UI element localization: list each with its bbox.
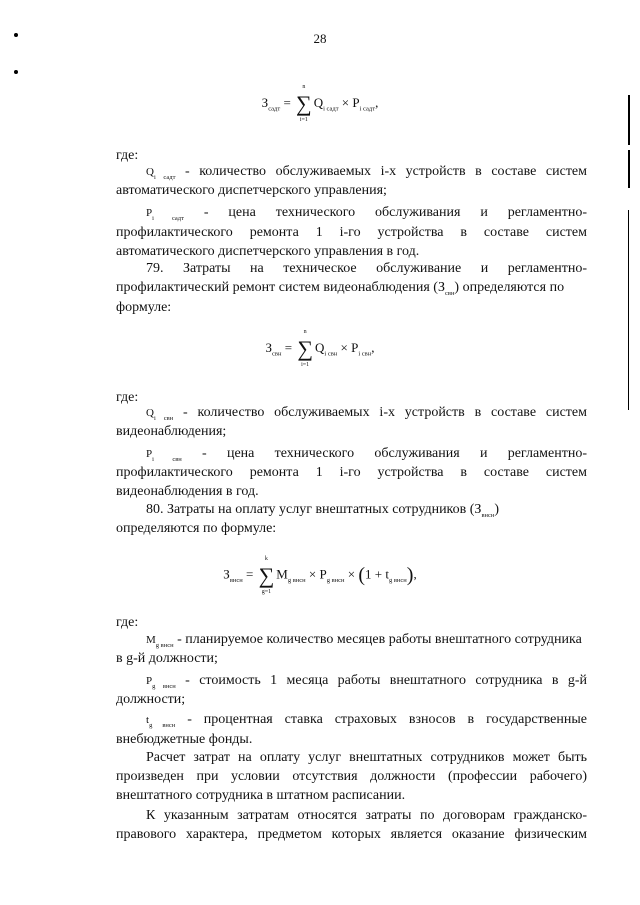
margin-line [628,210,629,410]
definition-t-vnsn-cont: внебюджетные фонды. [116,732,253,747]
paragraph-calculation: Расчет затрат на оплату услуг внештатных сотрудников может быть [146,750,587,765]
sum-symbol: ∑ n i=1 [297,329,313,368]
formula-svn: $З_{свн}$ = ∑ n i=1 $Q_{i свн} \times P_{i свн}$, [265,329,375,368]
definition-p-svn: $P_{i свн}$ - цена технического обслуживания и регламентно- [146,446,587,463]
paragraph-79-cont: профилактический ремонт систем видеонаблюдения $(З_{свн})$ определяются по [116,280,565,297]
formula-sadt: $З_{садт}$ = ∑ n i=1 $Q_{i садт} \times P_{i садт}$, [261,84,379,123]
paragraph-gph-cont: правового характера, предметом которых является оказание физическим [116,827,587,842]
definition-m-vnsn-cont: в g-й должности; [116,651,218,666]
page-number: 28 [313,31,327,46]
where-label: где: [116,390,139,405]
definition-q-sadt: $Q_{i садт}$ - количество обслуживаемых i-х устройств в составе систем [146,164,588,181]
definition-t-vnsn: $t_{g внсн}$ - процентная ставка страховых взносов в государственные [146,712,587,729]
sum-symbol: ∑ k g=1 [258,555,275,595]
definition-p-vnsn-cont: должности; [116,692,186,707]
definition-q-svn-cont: видеонаблюдения; [116,424,227,439]
definition-q-svn: $Q_{i свн}$ - количество обслуживаемых i-х устройств в составе систем [146,405,587,422]
paragraph-calculation-cont: произведен при условии отсутствия должности (профессии рабочего) [116,769,587,784]
definition-p-sadt-cont: автоматического диспетчерского управления в год. [116,244,420,259]
definition-p-svn-cont: профилактического ремонта 1 i-го устройства в составе систем [116,465,587,480]
margin-dot [14,33,18,37]
paragraph-gph: К указанным затратам относятся затраты по договорам гражданско- [146,808,587,823]
paragraph-calculation-cont: внештатного сотрудника в штатном расписании. [116,788,406,803]
definition-m-vnsn: $M_{g внсн}$ - планируемое количество месяцев работы внештатного сотрудника [146,632,582,649]
paragraph-80: 80. Затраты на оплату услуг внештатных сотрудников $(З_{внсн})$ [146,502,500,519]
paragraph-79-cont: формуле: [116,300,172,315]
definition-p-svn-cont: видеонаблюдения в год. [116,484,259,499]
where-label: где: [116,615,139,630]
paragraph-79: 79. Затраты на техническое обслуживание и регламентно- [146,261,587,276]
margin-dot [14,70,18,74]
sum-symbol: ∑ n i=1 [296,84,312,123]
paragraph-80-cont: определяются по формуле: [116,521,277,536]
where-label: где: [116,148,139,163]
definition-p-vnsn: $P_{g внсн}$ - стоимость 1 месяца работы внештатного сотрудника в g-й [146,673,588,690]
definition-q-sadt-cont: автоматического диспетчерского управления; [116,183,387,198]
margin-line [628,150,630,188]
definition-p-sadt: $P_{i садт}$ - цена технического обслуживания и регламентно- [146,205,587,222]
definition-p-sadt-cont: профилактического ремонта 1 i-го устройства в составе систем [116,225,587,240]
formula-vnsn: $З_{внсн}$ = ∑ k g=1 $M_{g внсн} \times P_{g внсн} \times (1 + t_{g внсн})$, [223,555,417,595]
